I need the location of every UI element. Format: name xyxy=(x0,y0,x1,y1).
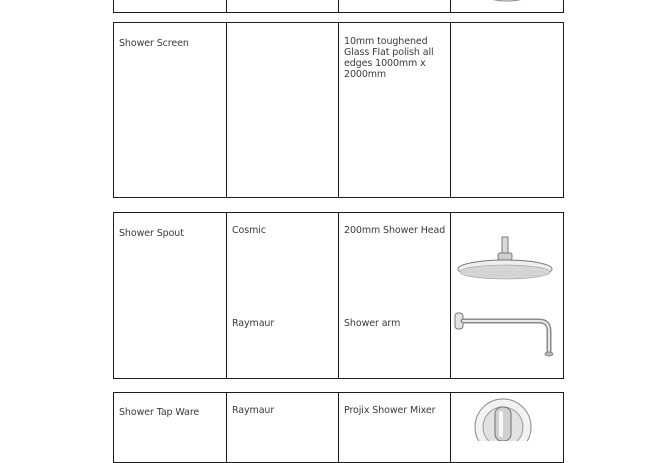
shower-arm-image xyxy=(455,313,553,356)
description-label: Projix Shower Mixer xyxy=(344,405,436,416)
schedule-table-shower-screen xyxy=(113,22,564,198)
supplier-cell xyxy=(227,393,339,463)
image-cell xyxy=(451,0,564,13)
image-cell xyxy=(451,393,564,463)
description-cell xyxy=(339,0,451,13)
supplier-label: Raymaur xyxy=(232,318,275,329)
item-label: Shower Spout xyxy=(119,228,184,239)
description-label: 10mm toughened Glass Flat polish all edges 1000mm x 2000mm xyxy=(344,36,434,80)
supplier-cell xyxy=(227,23,339,198)
fitting-image xyxy=(451,0,563,11)
description-label: 200mm Shower Head xyxy=(344,225,446,236)
supplier-label: Raymaur xyxy=(232,405,275,416)
item-label: Shower Screen xyxy=(119,38,189,49)
item-label: Shower Tap Ware xyxy=(119,407,200,418)
item-cell xyxy=(114,213,227,379)
image-cell xyxy=(451,23,564,198)
item-cell xyxy=(114,0,227,13)
shower-head-and-arm-images xyxy=(451,213,563,377)
supplier-cell xyxy=(227,213,339,379)
schedule-table-shower-spout xyxy=(113,212,564,379)
description-label: Shower arm xyxy=(344,318,401,329)
image-cell xyxy=(451,213,564,379)
supplier-cell xyxy=(227,0,339,13)
supplier-label: Cosmic xyxy=(232,225,266,236)
schedule-table-top xyxy=(113,0,564,13)
item-cell xyxy=(114,23,227,198)
description-cell xyxy=(339,393,451,463)
description-cell xyxy=(339,213,451,379)
mixer-image xyxy=(451,393,563,441)
shower-head-image xyxy=(458,237,552,279)
description-cell xyxy=(339,23,451,198)
item-cell xyxy=(114,393,227,463)
schedule-table-shower-tap-ware xyxy=(113,392,564,463)
